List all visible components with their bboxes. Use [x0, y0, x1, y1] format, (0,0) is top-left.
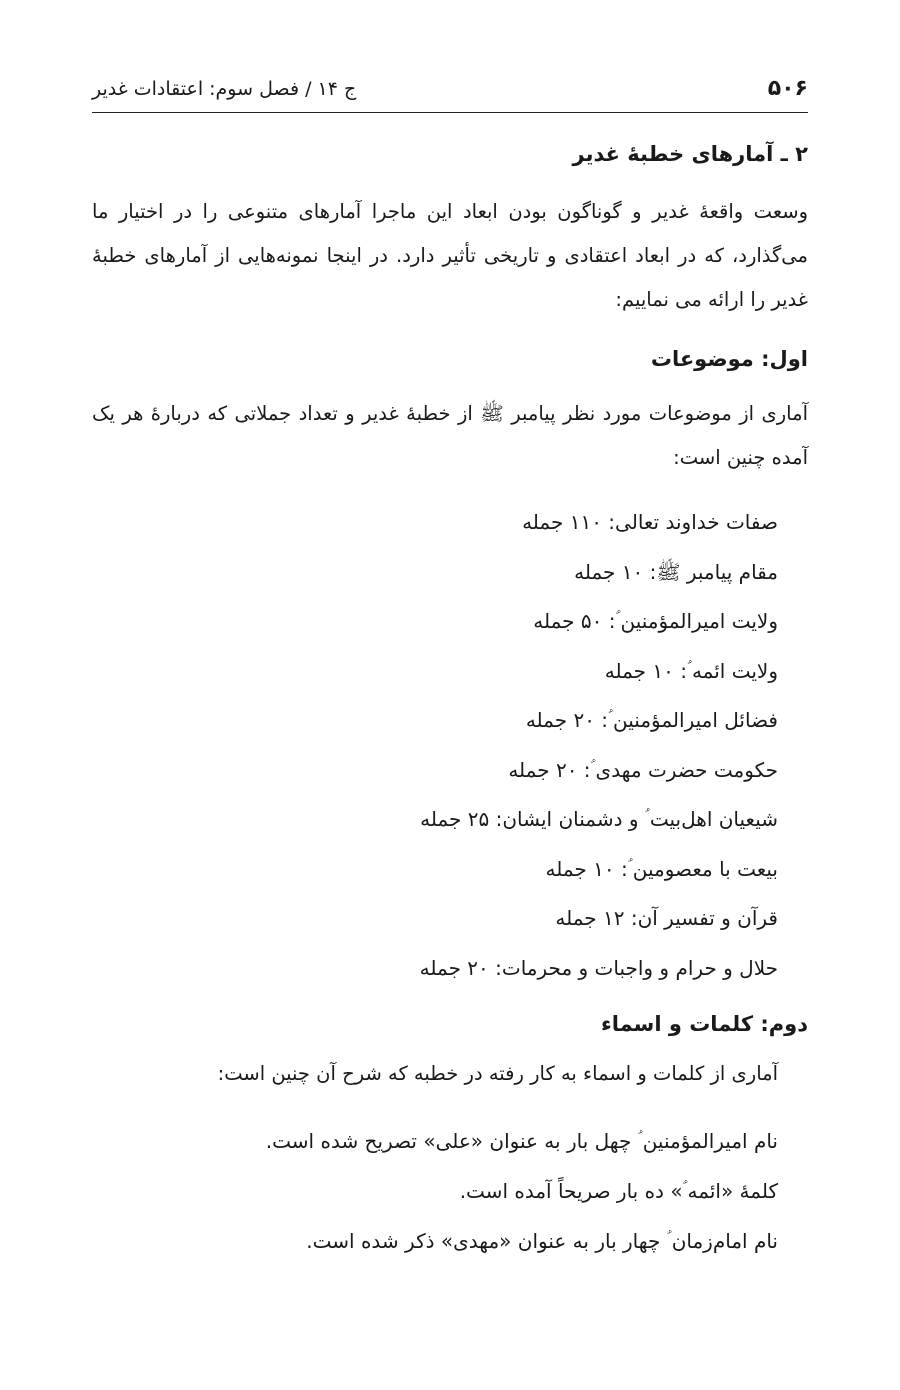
words-heading: دوم: کلمات و اسماء [600, 1012, 808, 1036]
list-item: نام امام‌زمان ؑ چهار بار به عنوان «مهدی» ذکر شده است. [306, 1229, 778, 1253]
list-item: شیعیان اهل‌بیت ؑ و دشمنان ایشان: ۲۵ جمله [420, 807, 778, 831]
topics-heading: اول: موضوعات [650, 347, 808, 371]
list-item: ولایت ائمه ؑ: ۱۰ جمله [604, 658, 778, 683]
list-item: حلال و حرام و واجبات و محرمات: ۲۰ جمله [419, 955, 778, 980]
book-page [92, 0, 808, 1390]
list-item: ولایت امیرالمؤمنین ؑ: ۵۰ جمله [533, 609, 778, 633]
list-item: صفات خداوند تعالی: ۱۱۰ جمله [522, 510, 778, 534]
list-item: بیعت با معصومین ؑ: ۱۰ جمله [545, 856, 778, 881]
list-item: فضائل امیرالمؤمنین ؑ: ۲۰ جمله [525, 708, 778, 732]
topics-intro-paragraph: آماری از موضوعات مورد نظر پیامبر ﷺ از خطبۀ غدیر و تعداد جملاتی که دربارۀ هر یک آمده چنین است: [92, 402, 808, 469]
section-heading: ۲ ـ آمارهای خطبۀ غدیر [572, 142, 808, 166]
list-item: قرآن و تفسیر آن: ۱۲ جمله [555, 906, 778, 930]
page-header [92, 72, 808, 113]
words-intro-paragraph: آماری از کلمات و اسماء به کار رفته در خطبه که شرح آن چنین است: [217, 1062, 778, 1085]
words-list [266, 1116, 778, 1266]
list-item: حکومت حضرت مهدی ؑ: ۲۰ جمله [508, 757, 778, 782]
list-item: مقام پیامبر ﷺ: ۱۰ جمله [574, 559, 778, 584]
topics-list [420, 498, 778, 993]
section-intro-paragraph: وسعت واقعۀ غدیر و گوناگون بودن ابعاد این ماجرا آمارهای متنوعی را در اختیار ما می‌گذارد، که در ابعاد اعتقادی و تاریخی تأثیر دارد. در اینجا نمونه‌هایی از آمارهای خطبۀ غدیر را ارائه می نماییم: [92, 200, 808, 311]
list-item: نام امیرالمؤمنین ؑ چهل بار به عنوان «علی» تصریح شده است. [265, 1129, 778, 1153]
list-item: کلمۀ «ائمه ؑ» ده بار صریحاً آمده است. [459, 1179, 778, 1203]
running-title: ج ۱۴ / فصل سوم: اعتقادات غدیر [92, 78, 357, 100]
page-number: ۵۰۶ [767, 76, 808, 101]
